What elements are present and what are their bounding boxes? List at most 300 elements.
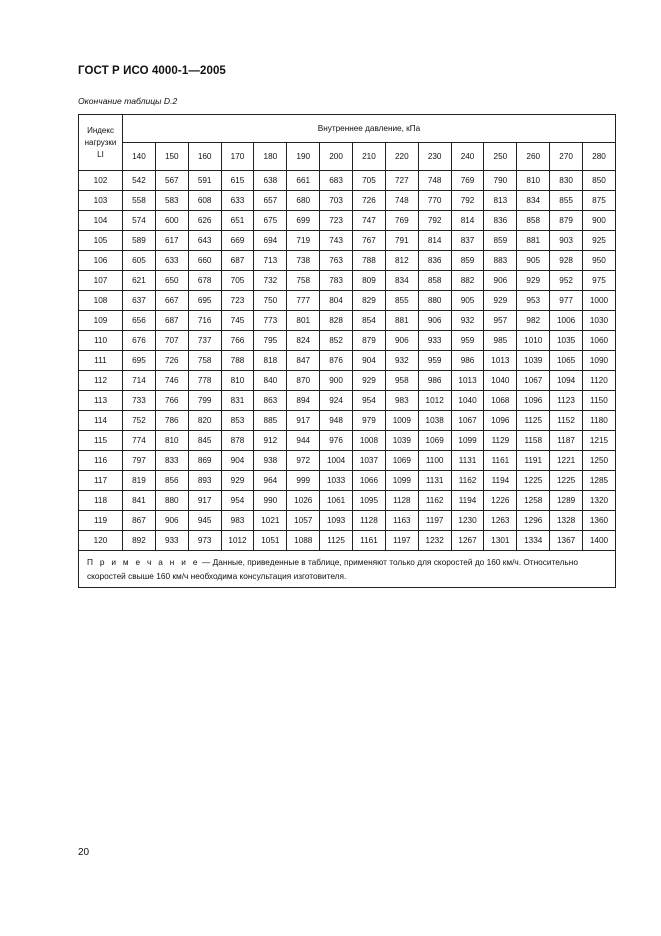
load-pressure-table — [78, 114, 616, 588]
load-value-cell: 1067 — [451, 411, 484, 431]
load-index-cell: 118 — [79, 491, 123, 511]
load-value-cell: 680 — [287, 191, 320, 211]
load-value-cell: 788 — [221, 351, 254, 371]
load-index-cell: 104 — [79, 211, 123, 231]
load-value-cell: 705 — [353, 171, 386, 191]
load-value-cell: 954 — [353, 391, 386, 411]
load-value-cell: 617 — [155, 231, 188, 251]
load-value-cell: 723 — [320, 211, 353, 231]
load-index-cell: 110 — [79, 331, 123, 351]
load-index-cell: 105 — [79, 231, 123, 251]
load-value-cell: 1066 — [353, 471, 386, 491]
load-value-cell: 788 — [353, 251, 386, 271]
load-value-cell: 1021 — [254, 511, 287, 531]
load-value-cell: 723 — [221, 291, 254, 311]
load-value-cell: 1067 — [517, 371, 550, 391]
load-value-cell: 829 — [353, 291, 386, 311]
load-value-cell: 882 — [451, 271, 484, 291]
load-value-cell: 1180 — [583, 411, 616, 431]
load-value-cell: 819 — [123, 471, 156, 491]
load-value-cell: 979 — [353, 411, 386, 431]
load-value-cell: 867 — [123, 511, 156, 531]
load-value-cell: 929 — [517, 271, 550, 291]
load-value-cell: 814 — [418, 231, 451, 251]
page-number: 20 — [78, 847, 90, 858]
table-row — [79, 431, 616, 451]
load-value-cell: 1230 — [451, 511, 484, 531]
load-value-cell: 790 — [484, 171, 517, 191]
load-index-cell: 112 — [79, 371, 123, 391]
load-value-cell: 583 — [155, 191, 188, 211]
load-value-cell: 748 — [418, 171, 451, 191]
table-row — [79, 291, 616, 311]
table-row — [79, 371, 616, 391]
load-value-cell: 881 — [385, 311, 418, 331]
load-value-cell: 695 — [123, 351, 156, 371]
load-index-cell: 109 — [79, 311, 123, 331]
load-value-cell: 705 — [221, 271, 254, 291]
load-value-cell: 929 — [353, 371, 386, 391]
load-value-cell: 1296 — [517, 511, 550, 531]
load-value-cell: 837 — [451, 231, 484, 251]
load-value-cell: 812 — [385, 251, 418, 271]
load-value-cell: 707 — [155, 331, 188, 351]
load-value-cell: 1000 — [583, 291, 616, 311]
load-value-cell: 953 — [517, 291, 550, 311]
load-value-cell: 600 — [155, 211, 188, 231]
load-value-cell: 1150 — [583, 391, 616, 411]
load-value-cell: 713 — [254, 251, 287, 271]
table-row — [79, 231, 616, 251]
load-value-cell: 1099 — [385, 471, 418, 491]
load-index-cell: 103 — [79, 191, 123, 211]
load-value-cell: 929 — [484, 291, 517, 311]
load-value-cell: 769 — [451, 171, 484, 191]
load-value-cell: 801 — [287, 311, 320, 331]
load-value-cell: 809 — [353, 271, 386, 291]
load-value-cell: 637 — [123, 291, 156, 311]
pressure-header-cell: 180 — [254, 143, 287, 171]
load-value-cell: 952 — [550, 271, 583, 291]
load-value-cell: 1162 — [418, 491, 451, 511]
load-value-cell: 763 — [320, 251, 353, 271]
load-value-cell: 1334 — [517, 531, 550, 551]
table-row — [79, 471, 616, 491]
load-value-cell: 834 — [385, 271, 418, 291]
load-value-cell: 833 — [155, 451, 188, 471]
load-value-cell: 745 — [221, 311, 254, 331]
load-value-cell: 1088 — [287, 531, 320, 551]
pressure-header-cell: 190 — [287, 143, 320, 171]
load-value-cell: 783 — [320, 271, 353, 291]
pressure-header-cell: 260 — [517, 143, 550, 171]
load-value-cell: 1012 — [221, 531, 254, 551]
load-value-cell: 1123 — [550, 391, 583, 411]
load-value-cell: 1060 — [583, 331, 616, 351]
load-value-cell: 695 — [188, 291, 221, 311]
load-value-cell: 859 — [484, 231, 517, 251]
load-value-cell: 982 — [517, 311, 550, 331]
load-value-cell: 881 — [517, 231, 550, 251]
load-value-cell: 1037 — [353, 451, 386, 471]
load-value-cell: 983 — [385, 391, 418, 411]
load-value-cell: 831 — [221, 391, 254, 411]
load-value-cell: 1194 — [484, 471, 517, 491]
load-value-cell: 766 — [155, 391, 188, 411]
load-value-cell: 1129 — [484, 431, 517, 451]
load-value-cell: 959 — [418, 351, 451, 371]
load-value-cell: 1215 — [583, 431, 616, 451]
load-value-cell: 880 — [418, 291, 451, 311]
load-value-cell: 906 — [484, 271, 517, 291]
note-text: — Данные, приведенные в таблице, применяют только для скоростей до 160 км/ч. Относительно скоростей свыше 160 км/ч необходима консультация изготовителя. — [87, 557, 578, 581]
table-row — [79, 411, 616, 431]
table-row — [79, 331, 616, 351]
load-value-cell: 924 — [320, 391, 353, 411]
load-value-cell: 1030 — [583, 311, 616, 331]
load-value-cell: 1161 — [353, 531, 386, 551]
load-value-cell: 1250 — [583, 451, 616, 471]
load-value-cell: 1065 — [550, 351, 583, 371]
load-value-cell: 810 — [221, 371, 254, 391]
load-value-cell: 1131 — [451, 451, 484, 471]
pressure-values-row — [79, 143, 616, 171]
load-value-cell: 676 — [123, 331, 156, 351]
load-value-cell: 813 — [484, 191, 517, 211]
load-value-cell: 1057 — [287, 511, 320, 531]
load-index-cell: 107 — [79, 271, 123, 291]
table-row — [79, 351, 616, 371]
load-value-cell: 633 — [155, 251, 188, 271]
load-value-cell: 855 — [385, 291, 418, 311]
load-value-cell: 1285 — [583, 471, 616, 491]
load-value-cell: 990 — [254, 491, 287, 511]
load-value-cell: 1039 — [385, 431, 418, 451]
load-value-cell: 840 — [254, 371, 287, 391]
load-value-cell: 876 — [320, 351, 353, 371]
load-value-cell: 683 — [320, 171, 353, 191]
load-value-cell: 1008 — [353, 431, 386, 451]
load-value-cell: 824 — [287, 331, 320, 351]
load-value-cell: 726 — [155, 351, 188, 371]
load-value-cell: 841 — [123, 491, 156, 511]
load-value-cell: 925 — [583, 231, 616, 251]
load-value-cell: 845 — [188, 431, 221, 451]
load-value-cell: 1039 — [517, 351, 550, 371]
pressure-header-cell: 250 — [484, 143, 517, 171]
load-value-cell: 958 — [385, 371, 418, 391]
load-value-cell: 1367 — [550, 531, 583, 551]
load-value-cell: 834 — [517, 191, 550, 211]
load-value-cell: 1095 — [353, 491, 386, 511]
load-value-cell: 858 — [517, 211, 550, 231]
load-value-cell: 904 — [353, 351, 386, 371]
load-value-cell: 1360 — [583, 511, 616, 531]
load-value-cell: 767 — [353, 231, 386, 251]
load-value-cell: 1263 — [484, 511, 517, 531]
load-value-cell: 792 — [418, 211, 451, 231]
load-value-cell: 675 — [254, 211, 287, 231]
load-value-cell: 1068 — [484, 391, 517, 411]
load-value-cell: 727 — [385, 171, 418, 191]
load-value-cell: 605 — [123, 251, 156, 271]
load-value-cell: 1010 — [517, 331, 550, 351]
load-value-cell: 1120 — [583, 371, 616, 391]
load-value-cell: 893 — [188, 471, 221, 491]
load-value-cell: 933 — [418, 331, 451, 351]
load-value-cell: 847 — [287, 351, 320, 371]
table-row — [79, 391, 616, 411]
load-value-cell: 859 — [451, 251, 484, 271]
note-row — [79, 551, 616, 588]
load-value-cell: 732 — [254, 271, 287, 291]
pressure-header-cell: 240 — [451, 143, 484, 171]
load-index-cell: 113 — [79, 391, 123, 411]
load-value-cell: 1125 — [320, 531, 353, 551]
load-value-cell: 810 — [517, 171, 550, 191]
load-value-cell: 917 — [188, 491, 221, 511]
table-row — [79, 451, 616, 471]
load-index-cell: 119 — [79, 511, 123, 531]
load-value-cell: 855 — [550, 191, 583, 211]
load-value-cell: 853 — [221, 411, 254, 431]
load-value-cell: 814 — [451, 211, 484, 231]
table-row — [79, 311, 616, 331]
load-value-cell: 799 — [188, 391, 221, 411]
load-index-cell: 116 — [79, 451, 123, 471]
load-value-cell: 770 — [418, 191, 451, 211]
load-value-cell: 1069 — [418, 431, 451, 451]
load-value-cell: 928 — [550, 251, 583, 271]
load-value-cell: 900 — [320, 371, 353, 391]
load-index-header-line: LI — [97, 149, 104, 159]
note-label: П р и м е ч а н и е — [87, 557, 200, 567]
load-value-cell: 1051 — [254, 531, 287, 551]
load-value-cell: 1100 — [418, 451, 451, 471]
load-value-cell: 1163 — [385, 511, 418, 531]
load-value-cell: 906 — [418, 311, 451, 331]
load-value-cell: 999 — [287, 471, 320, 491]
load-value-cell: 1040 — [451, 391, 484, 411]
table-row — [79, 531, 616, 551]
load-value-cell: 1320 — [583, 491, 616, 511]
load-value-cell: 1128 — [385, 491, 418, 511]
load-value-cell: 869 — [188, 451, 221, 471]
load-value-cell: 1152 — [550, 411, 583, 431]
load-value-cell: 1033 — [320, 471, 353, 491]
load-value-cell: 758 — [287, 271, 320, 291]
load-value-cell: 1131 — [418, 471, 451, 491]
load-value-cell: 1096 — [484, 411, 517, 431]
load-value-cell: 912 — [254, 431, 287, 451]
load-value-cell: 1158 — [517, 431, 550, 451]
load-value-cell: 574 — [123, 211, 156, 231]
load-value-cell: 983 — [221, 511, 254, 531]
load-value-cell: 904 — [221, 451, 254, 471]
load-value-cell: 626 — [188, 211, 221, 231]
load-value-cell: 863 — [254, 391, 287, 411]
load-value-cell: 1221 — [550, 451, 583, 471]
load-value-cell: 836 — [484, 211, 517, 231]
pressure-header-cell: 280 — [583, 143, 616, 171]
load-value-cell: 878 — [221, 431, 254, 451]
table-row — [79, 191, 616, 211]
load-value-cell: 879 — [550, 211, 583, 231]
load-value-cell: 850 — [583, 171, 616, 191]
load-value-cell: 858 — [418, 271, 451, 291]
load-value-cell: 716 — [188, 311, 221, 331]
load-value-cell: 1226 — [484, 491, 517, 511]
pressure-header-cell: 140 — [123, 143, 156, 171]
load-value-cell: 746 — [155, 371, 188, 391]
load-value-cell: 1026 — [287, 491, 320, 511]
load-value-cell: 738 — [287, 251, 320, 271]
load-value-cell: 948 — [320, 411, 353, 431]
load-value-cell: 1289 — [550, 491, 583, 511]
load-value-cell: 752 — [123, 411, 156, 431]
load-value-cell: 1093 — [320, 511, 353, 531]
load-value-cell: 589 — [123, 231, 156, 251]
load-value-cell: 795 — [254, 331, 287, 351]
load-value-cell: 944 — [287, 431, 320, 451]
load-value-cell: 1061 — [320, 491, 353, 511]
load-value-cell: 567 — [155, 171, 188, 191]
load-value-cell: 608 — [188, 191, 221, 211]
load-index-cell: 117 — [79, 471, 123, 491]
load-value-cell: 1197 — [385, 531, 418, 551]
load-value-cell: 1099 — [451, 431, 484, 451]
load-value-cell: 957 — [484, 311, 517, 331]
load-value-cell: 945 — [188, 511, 221, 531]
load-value-cell: 906 — [155, 511, 188, 531]
load-value-cell: 883 — [484, 251, 517, 271]
load-index-cell: 120 — [79, 531, 123, 551]
pressure-header-cell: 220 — [385, 143, 418, 171]
load-value-cell: 792 — [451, 191, 484, 211]
load-value-cell: 1187 — [550, 431, 583, 451]
load-value-cell: 656 — [123, 311, 156, 331]
load-value-cell: 1191 — [517, 451, 550, 471]
load-value-cell: 558 — [123, 191, 156, 211]
load-value-cell: 651 — [221, 211, 254, 231]
load-value-cell: 678 — [188, 271, 221, 291]
load-value-cell: 1040 — [484, 371, 517, 391]
load-value-cell: 836 — [418, 251, 451, 271]
load-value-cell: 1125 — [517, 411, 550, 431]
load-value-cell: 818 — [254, 351, 287, 371]
pressure-header-cell: 160 — [188, 143, 221, 171]
load-index-cell: 106 — [79, 251, 123, 271]
load-value-cell: 1094 — [550, 371, 583, 391]
pressure-header-cell: 270 — [550, 143, 583, 171]
load-value-cell: 933 — [155, 531, 188, 551]
load-value-cell: 870 — [287, 371, 320, 391]
load-value-cell: 986 — [418, 371, 451, 391]
load-value-cell: 1090 — [583, 351, 616, 371]
load-value-cell: 1096 — [517, 391, 550, 411]
load-value-cell: 879 — [353, 331, 386, 351]
load-index-cell: 102 — [79, 171, 123, 191]
load-value-cell: 750 — [254, 291, 287, 311]
load-value-cell: 687 — [221, 251, 254, 271]
load-value-cell: 905 — [517, 251, 550, 271]
load-value-cell: 1258 — [517, 491, 550, 511]
load-value-cell: 773 — [254, 311, 287, 331]
load-value-cell: 660 — [188, 251, 221, 271]
load-value-cell: 929 — [221, 471, 254, 491]
load-value-cell: 917 — [287, 411, 320, 431]
load-value-cell: 906 — [385, 331, 418, 351]
load-value-cell: 985 — [484, 331, 517, 351]
load-value-cell: 687 — [155, 311, 188, 331]
load-value-cell: 1013 — [484, 351, 517, 371]
load-value-cell: 856 — [155, 471, 188, 491]
pressure-header-cell: 150 — [155, 143, 188, 171]
load-value-cell: 976 — [320, 431, 353, 451]
load-value-cell: 932 — [451, 311, 484, 331]
load-value-cell: 975 — [583, 271, 616, 291]
document-header: ГОСТ Р ИСО 4000-1—2005 — [78, 65, 226, 77]
load-value-cell: 977 — [550, 291, 583, 311]
pressure-header-cell: 230 — [418, 143, 451, 171]
table-row — [79, 211, 616, 231]
load-value-cell: 1267 — [451, 531, 484, 551]
load-value-cell: 726 — [353, 191, 386, 211]
load-value-cell: 748 — [385, 191, 418, 211]
load-value-cell: 830 — [550, 171, 583, 191]
load-value-cell: 714 — [123, 371, 156, 391]
load-value-cell: 1035 — [550, 331, 583, 351]
load-value-cell: 699 — [287, 211, 320, 231]
load-value-cell: 1009 — [385, 411, 418, 431]
load-value-cell: 1069 — [385, 451, 418, 471]
table-row — [79, 271, 616, 291]
load-value-cell: 777 — [287, 291, 320, 311]
load-value-cell: 758 — [188, 351, 221, 371]
load-value-cell: 542 — [123, 171, 156, 191]
load-value-cell: 1162 — [451, 471, 484, 491]
load-value-cell: 950 — [583, 251, 616, 271]
load-value-cell: 797 — [123, 451, 156, 471]
load-value-cell: 905 — [451, 291, 484, 311]
load-value-cell: 959 — [451, 331, 484, 351]
load-value-cell: 661 — [287, 171, 320, 191]
load-value-cell: 638 — [254, 171, 287, 191]
table-row — [79, 511, 616, 531]
load-value-cell: 986 — [451, 351, 484, 371]
load-index-header-line: Индекс — [87, 125, 114, 135]
table-header-row — [79, 115, 616, 143]
load-value-cell: 1301 — [484, 531, 517, 551]
load-value-cell: 828 — [320, 311, 353, 331]
load-value-cell: 1194 — [451, 491, 484, 511]
load-value-cell: 1128 — [353, 511, 386, 531]
load-value-cell: 894 — [287, 391, 320, 411]
load-index-cell: 115 — [79, 431, 123, 451]
load-value-cell: 804 — [320, 291, 353, 311]
load-value-cell: 885 — [254, 411, 287, 431]
load-value-cell: 733 — [123, 391, 156, 411]
load-value-cell: 657 — [254, 191, 287, 211]
load-value-cell: 1006 — [550, 311, 583, 331]
load-value-cell: 1197 — [418, 511, 451, 531]
load-value-cell: 880 — [155, 491, 188, 511]
load-value-cell: 892 — [123, 531, 156, 551]
load-value-cell: 852 — [320, 331, 353, 351]
load-value-cell: 932 — [385, 351, 418, 371]
load-value-cell: 900 — [583, 211, 616, 231]
load-value-cell: 1232 — [418, 531, 451, 551]
